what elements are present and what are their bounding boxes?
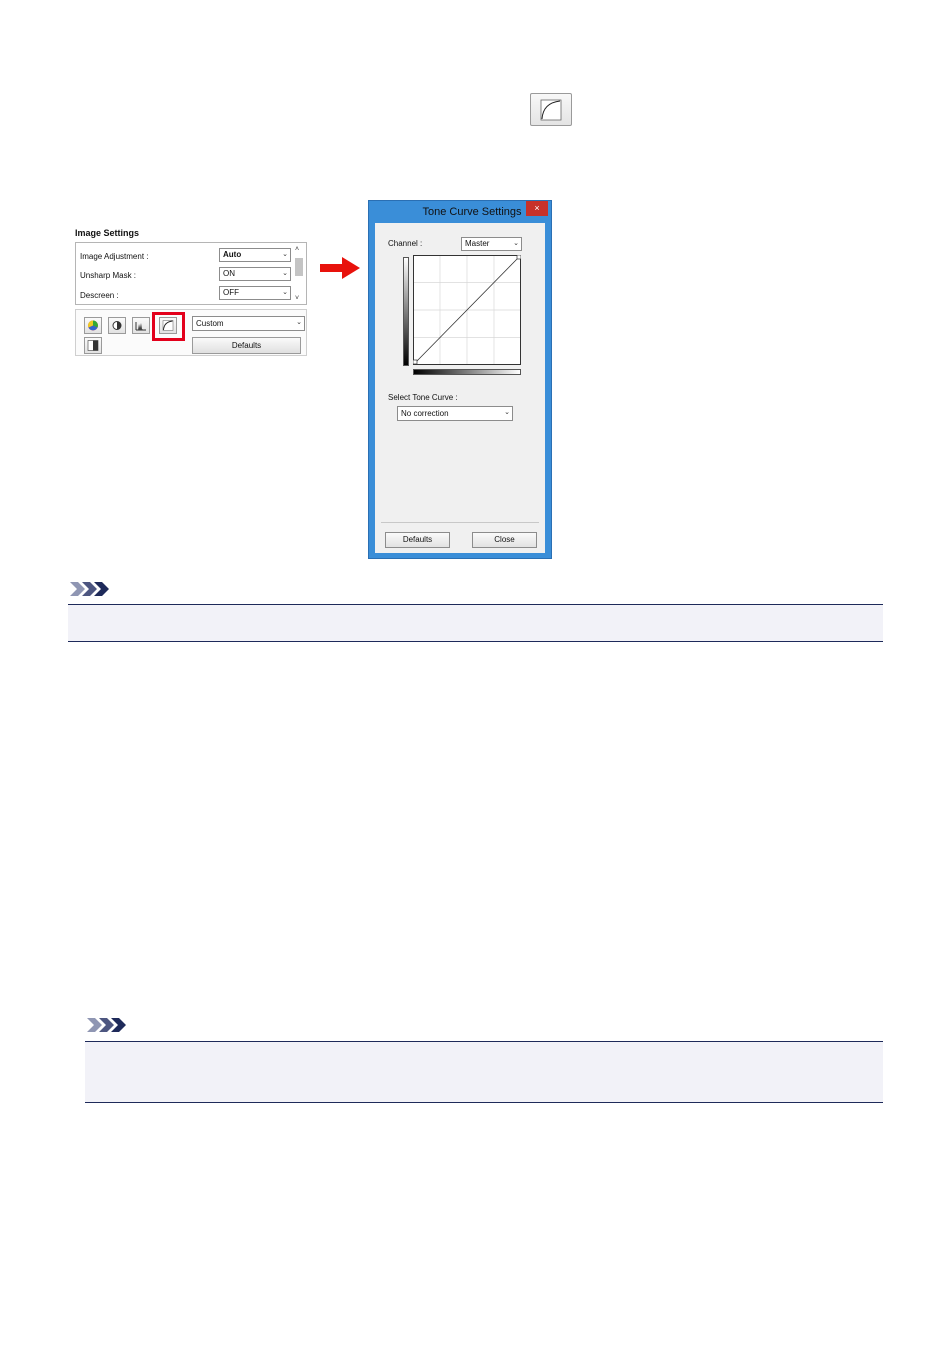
dialog-close-button[interactable]: Close bbox=[472, 532, 537, 548]
curve-start-point[interactable] bbox=[413, 360, 417, 364]
close-icon[interactable]: × bbox=[526, 201, 548, 216]
red-arrow-right-icon bbox=[318, 256, 362, 285]
image-settings-title: Image Settings bbox=[75, 228, 140, 238]
tone-curve-highlight bbox=[152, 312, 185, 341]
curve-end-point[interactable] bbox=[517, 255, 521, 259]
adjustment-toolbar bbox=[75, 309, 307, 356]
image-adjustment-select[interactable] bbox=[219, 248, 291, 262]
note-box bbox=[68, 604, 883, 642]
channel-value: Master bbox=[465, 239, 490, 248]
image-adjustment-label: Image Adjustment : bbox=[80, 252, 149, 261]
select-tone-curve-select[interactable] bbox=[397, 406, 513, 421]
note-chevrons-icon bbox=[85, 1016, 129, 1034]
select-tone-curve-label: Select Tone Curve : bbox=[388, 393, 458, 402]
custom-settings-select[interactable] bbox=[192, 316, 305, 331]
input-gradient-bar bbox=[413, 369, 521, 375]
brightness-contrast-button[interactable] bbox=[108, 317, 126, 334]
chevron-down-icon: ⌄ bbox=[282, 270, 288, 277]
dialog-body bbox=[375, 223, 545, 553]
image-settings-list bbox=[75, 242, 307, 305]
output-gradient-bar bbox=[403, 257, 409, 366]
color-wheel-icon bbox=[85, 318, 101, 333]
tone-curve-settings-dialog bbox=[368, 200, 552, 559]
descreen-select[interactable] bbox=[219, 286, 291, 300]
chevron-down-icon: ⌄ bbox=[296, 319, 302, 326]
tone-curve-graph[interactable] bbox=[413, 255, 521, 365]
color-balance-button[interactable] bbox=[84, 317, 102, 334]
unsharp-mask-label: Unsharp Mask : bbox=[80, 271, 137, 280]
unsharp-mask-value: ON bbox=[223, 269, 235, 278]
brightness-icon bbox=[109, 318, 125, 333]
channel-select[interactable] bbox=[461, 237, 522, 251]
divider bbox=[381, 522, 539, 523]
tone-curve-icon bbox=[530, 93, 572, 126]
chevron-down-icon: ⌄ bbox=[282, 251, 288, 258]
chevron-down-icon: ⌄ bbox=[513, 240, 519, 247]
scroll-down-icon[interactable]: ˅ bbox=[295, 295, 300, 302]
select-tone-curve-value: No correction bbox=[401, 409, 449, 418]
note-box bbox=[85, 1041, 883, 1103]
image-adjustment-value: Auto bbox=[223, 250, 242, 259]
dialog-title: Tone Curve Settings bbox=[422, 206, 522, 218]
threshold-button[interactable] bbox=[84, 337, 102, 354]
custom-settings-value: Custom bbox=[196, 319, 224, 328]
scroll-up-icon[interactable]: ˄ bbox=[295, 246, 300, 253]
defaults-button[interactable]: Defaults bbox=[192, 337, 301, 354]
threshold-icon bbox=[85, 338, 101, 353]
chevron-down-icon: ⌄ bbox=[504, 409, 510, 416]
note-chevrons-icon bbox=[68, 580, 112, 598]
histogram-button[interactable] bbox=[132, 317, 150, 334]
histogram-icon bbox=[133, 318, 149, 333]
scrollbar-thumb[interactable] bbox=[295, 258, 303, 276]
channel-label: Channel : bbox=[388, 239, 423, 248]
descreen-value: OFF bbox=[223, 288, 239, 297]
chevron-down-icon: ⌄ bbox=[282, 289, 288, 296]
descreen-label: Descreen : bbox=[80, 291, 119, 300]
scrollbar[interactable] bbox=[294, 246, 304, 302]
unsharp-mask-select[interactable] bbox=[219, 267, 291, 281]
dialog-defaults-button[interactable]: Defaults bbox=[385, 532, 450, 548]
